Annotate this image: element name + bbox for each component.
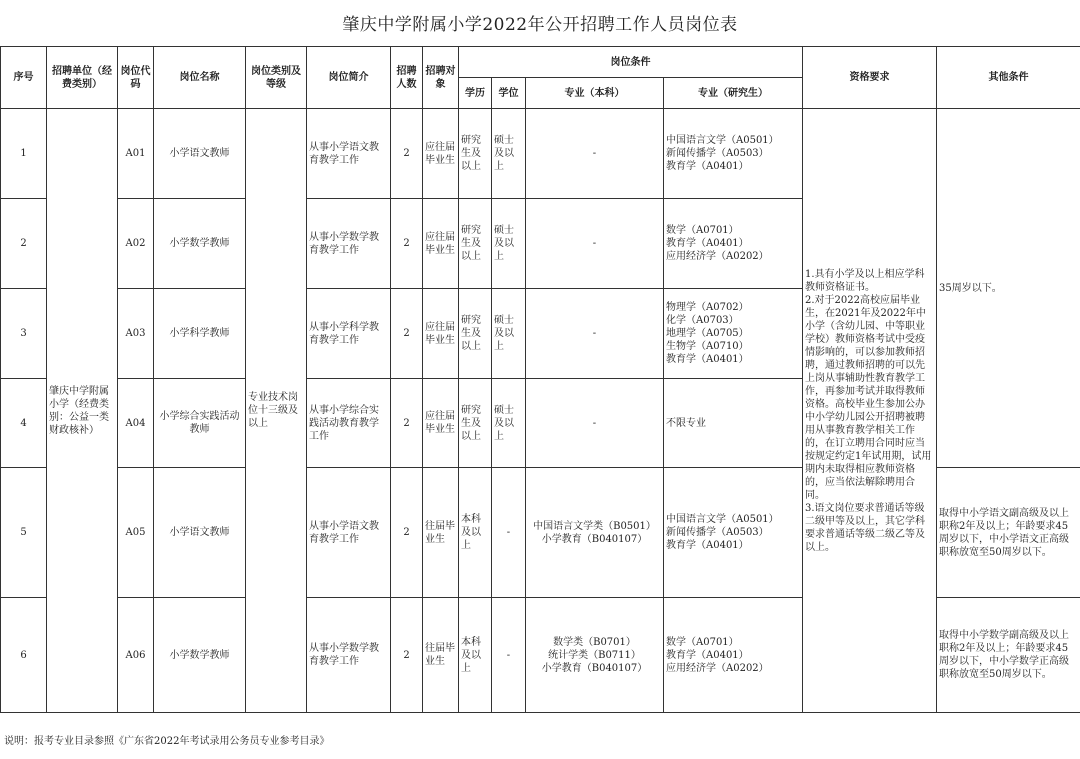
header-unit: 招聘单位（经费类别）: [47, 47, 118, 109]
header-degree: 学位: [492, 78, 526, 109]
cell-code: A06: [118, 598, 154, 713]
header-code: 岗位代码: [118, 47, 154, 109]
cell-count: 2: [391, 598, 423, 713]
cell-target: 往届毕业生: [423, 598, 459, 713]
cell-name: 小学数学教师: [154, 199, 246, 289]
cell-intro: 从事小学数学教育教学工作: [307, 199, 391, 289]
header-conditions: 岗位条件: [459, 47, 803, 78]
cell-seq: 3: [1, 289, 47, 379]
cell-degree: 硕士及以上: [492, 379, 526, 468]
cell-seq: 4: [1, 379, 47, 468]
cell-count: 2: [391, 109, 423, 199]
cell-intro: 从事小学科学教育教学工作: [307, 289, 391, 379]
cell-other: 取得中小学数学副高级及以上职称2年及以上；年龄要求45周岁以下，中小学数学正高级职称放宽至50周岁以下。: [937, 598, 1080, 713]
cell-degree: 硕士及以上: [492, 199, 526, 289]
cell-count: 2: [391, 468, 423, 598]
cell-target: 应往届毕业生: [423, 109, 459, 199]
cell-seq: 6: [1, 598, 47, 713]
header-intro: 岗位简介: [307, 47, 391, 109]
cell-code: A05: [118, 468, 154, 598]
header-major-pg: 专业（研究生）: [664, 78, 803, 109]
cell-intro: 从事小学语文教育教学工作: [307, 468, 391, 598]
cell-code: A02: [118, 199, 154, 289]
header-major-ug: 专业（本科）: [526, 78, 664, 109]
header-category: 岗位类别及等级: [246, 47, 307, 109]
cell-education: 研究生及以上: [459, 379, 492, 468]
header-education: 学历: [459, 78, 492, 109]
cell-education: 研究生及以上: [459, 289, 492, 379]
cell-count: 2: [391, 379, 423, 468]
cell-target: 应往届毕业生: [423, 199, 459, 289]
cell-major-ug: -: [526, 199, 664, 289]
cell-code: A03: [118, 289, 154, 379]
cell-code: A01: [118, 109, 154, 199]
cell-major-pg: 中国语言文学（A0501） 新闻传播学（A0503） 教育学（A0401）: [664, 109, 803, 199]
cell-seq: 5: [1, 468, 47, 598]
cell-major-ug: 数学类（B0701） 统计学类（B0711） 小学教育（B040107）: [526, 598, 664, 713]
header-qualification: 资格要求: [803, 47, 937, 109]
cell-major-ug: -: [526, 109, 664, 199]
cell-major-pg: 数学（A0701） 教育学（A0401） 应用经济学（A0202）: [664, 598, 803, 713]
header-name: 岗位名称: [154, 47, 246, 109]
cell-unit: 肇庆中学附属小学（经费类别：公益一类财政核补）: [47, 109, 118, 713]
cell-intro: 从事小学语文教育教学工作: [307, 109, 391, 199]
footnote: 说明：报考专业目录参照《广东省2022年考试录用公务员专业参考目录》: [4, 736, 330, 747]
cell-category: 专业技术岗位十三级及以上: [246, 109, 307, 713]
cell-qualification: 1.具有小学及以上相应学科教师资格证书。 2.对于2022高校应届毕业生，在2021年及2022年中小学（含幼儿园、中等职业学校）教师资格考试中受疫情影响的，可以参加教师招聘，通过教师招聘的可以先上岗从事辅助性教育教学工作，再参加考试并取得教师资格。高校毕业生参加公办中小学幼儿园公开招聘被聘用从事教育教学相关工作的，在订立聘用合同时应当按规定约定1年试用期，试用期内未取得相应教师资格的，应当依法解除聘用合同。 3.语文岗位要求普通话等级二级甲等及以上，其它学科要求普通话等级二级乙等及以上。: [803, 109, 937, 713]
cell-education: 本科及以上: [459, 598, 492, 713]
positions-table: [0, 46, 1080, 713]
cell-major-pg: 中国语言文学（A0501） 新闻传播学（A0503） 教育学（A0401）: [664, 468, 803, 598]
cell-code: A04: [118, 379, 154, 468]
cell-intro: 从事小学数学教育教学工作: [307, 598, 391, 713]
cell-major-pg: 数学（A0701） 教育学（A0401） 应用经济学（A0202）: [664, 199, 803, 289]
header-seq: 序号: [1, 47, 47, 109]
cell-target: 应往届毕业生: [423, 379, 459, 468]
header-count: 招聘人数: [391, 47, 423, 109]
cell-name: 小学综合实践活动教师: [154, 379, 246, 468]
table-row: [1, 109, 1080, 199]
cell-degree: 硕士及以上: [492, 109, 526, 199]
header-target: 招聘对象: [423, 47, 459, 109]
cell-major-ug: -: [526, 289, 664, 379]
cell-seq: 2: [1, 199, 47, 289]
cell-education: 研究生及以上: [459, 199, 492, 289]
cell-major-pg: 不限专业: [664, 379, 803, 468]
cell-major-ug: 中国语言文学类（B0501） 小学教育（B040107）: [526, 468, 664, 598]
cell-name: 小学数学教师: [154, 598, 246, 713]
cell-degree: 硕士及以上: [492, 289, 526, 379]
cell-major-ug: -: [526, 379, 664, 468]
cell-other: 取得中小学语文副高级及以上职称2年及以上；年龄要求45周岁以下，中小学语文正高级职称放宽至50周岁以下。: [937, 468, 1080, 598]
cell-intro: 从事小学综合实践活动教育教学工作: [307, 379, 391, 468]
cell-name: 小学科学教师: [154, 289, 246, 379]
cell-degree: -: [492, 598, 526, 713]
cell-name: 小学语文教师: [154, 109, 246, 199]
cell-count: 2: [391, 289, 423, 379]
page-title: 肇庆中学附属小学2022年公开招聘工作人员岗位表: [342, 15, 738, 35]
cell-education: 本科及以上: [459, 468, 492, 598]
cell-name: 小学语文教师: [154, 468, 246, 598]
cell-education: 研究生及以上: [459, 109, 492, 199]
cell-target: 应往届毕业生: [423, 289, 459, 379]
cell-major-pg: 物理学（A0702） 化学（A0703） 地理学（A0705） 生物学（A0710） 教育学（A0401）: [664, 289, 803, 379]
cell-seq: 1: [1, 109, 47, 199]
header-other: 其他条件: [937, 47, 1080, 109]
cell-other-shared: 35周岁以下。: [937, 109, 1080, 468]
cell-count: 2: [391, 199, 423, 289]
cell-target: 往届毕业生: [423, 468, 459, 598]
cell-degree: -: [492, 468, 526, 598]
